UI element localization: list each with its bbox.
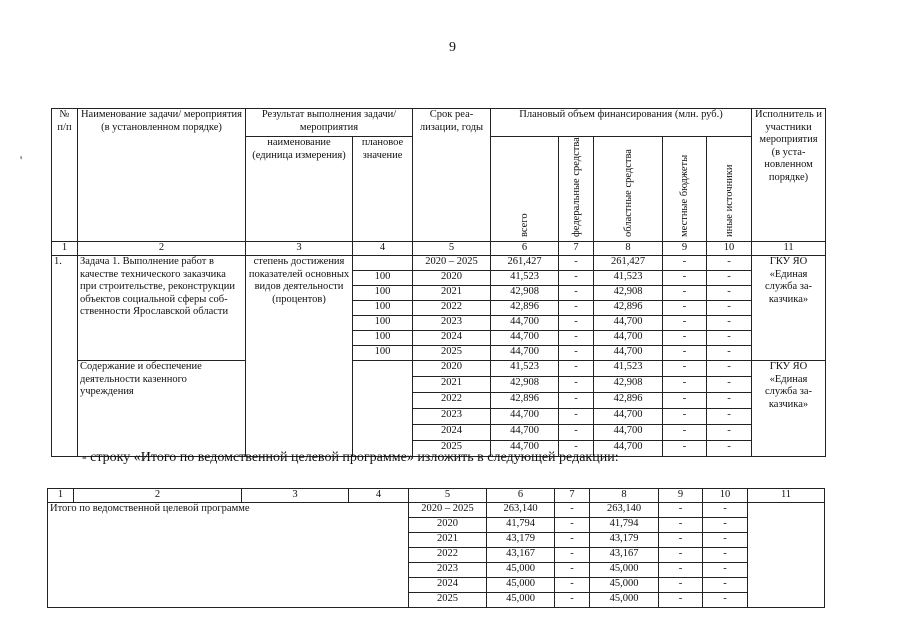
task-year: 2025 [413,346,491,361]
subtask-year: 2024 [413,425,491,441]
task-local: - [663,256,707,271]
totals-other: - [703,578,748,593]
totals-federal: - [555,593,590,608]
totals-local: - [659,578,703,593]
totals-total: 43,167 [487,548,555,563]
subtask-regional: 44,700 [594,409,663,425]
task-year: 2020 – 2025 [413,256,491,271]
col-number: 1 [52,242,78,256]
col-number: 7 [555,489,590,503]
totals-year: 2025 [409,593,487,608]
task-other: - [707,256,752,271]
task-plan: 100 [353,286,413,301]
col-number: 9 [659,489,703,503]
totals-year: 2021 [409,533,487,548]
subtask-federal: - [559,441,594,457]
col-number: 4 [349,489,409,503]
header-result: Результат выполнения задачи/ мероприятия [246,109,413,137]
totals-year: 2020 – 2025 [409,503,487,518]
totals-federal: - [555,533,590,548]
task-plan: 100 [353,316,413,331]
header-executors: Исполнитель и участники мероприятия (в установленном порядке) [752,109,826,242]
subtask-plan-empty [353,361,413,457]
task-year: 2024 [413,331,491,346]
task-year: 2022 [413,301,491,316]
col-number: 1 [48,489,74,503]
totals-other: - [703,533,748,548]
task-regional: 41,523 [594,271,663,286]
totals-table [47,488,825,608]
subtask-other: - [707,377,752,393]
subtask-year: 2025 [413,441,491,457]
task-other: - [707,316,752,331]
col-number: 11 [748,489,825,503]
header-finance: Плановый объем финансирования (млн. руб.) [491,109,752,137]
totals-total: 45,000 [487,593,555,608]
col-number: 6 [491,242,559,256]
task-plan [353,256,413,271]
header-fin-other: иные источники [707,137,752,242]
subtask-regional: 42,908 [594,377,663,393]
subtask-total: 41,523 [491,361,559,377]
header-num: № п/п [52,109,78,242]
totals-year: 2023 [409,563,487,578]
task-indicator: степень достижения показателей основных видов деятельности (процентов) [246,256,353,457]
totals-year: 2020 [409,518,487,533]
col-number: 6 [487,489,555,503]
col-number: 5 [409,489,487,503]
subtask-total: 44,700 [491,409,559,425]
task-other: - [707,301,752,316]
subtask-regional: 41,523 [594,361,663,377]
totals-federal: - [555,503,590,518]
task-local: - [663,301,707,316]
totals-total: 263,140 [487,503,555,518]
col-number: 9 [663,242,707,256]
totals-other: - [703,503,748,518]
subtask-total: 42,908 [491,377,559,393]
page-number: 9 [449,40,456,55]
header-result-name: наименование (единица измерения) [246,137,353,242]
totals-regional: 45,000 [590,593,659,608]
col-number: 8 [590,489,659,503]
task-plan: 100 [353,301,413,316]
task-plan: 100 [353,271,413,286]
totals-regional: 263,140 [590,503,659,518]
totals-federal: - [555,578,590,593]
header-term: Срок реализации, годы [413,109,491,242]
subtask-local: - [663,377,707,393]
subtask-local: - [663,361,707,377]
totals-year: 2024 [409,578,487,593]
task-local: - [663,286,707,301]
task-total: 44,700 [491,346,559,361]
col-number: 2 [74,489,242,503]
task-other: - [707,271,752,286]
totals-regional: 41,794 [590,518,659,533]
totals-total: 43,179 [487,533,555,548]
task-federal: - [559,256,594,271]
subtask-year: 2021 [413,377,491,393]
task-plan: 100 [353,346,413,361]
task-federal: - [559,286,594,301]
task-total: 44,700 [491,316,559,331]
col-number: 4 [353,242,413,256]
task-total: 42,908 [491,286,559,301]
totals-other: - [703,518,748,533]
totals-local: - [659,548,703,563]
subtask-local: - [663,425,707,441]
subtask-local: - [663,441,707,457]
task-executor: ГКУ ЯО «Единая служба заказчика» [752,256,826,361]
task-total: 44,700 [491,331,559,346]
totals-regional: 45,000 [590,578,659,593]
task-total: 41,523 [491,271,559,286]
header-fin-federal: федеральные средства [559,137,594,242]
subtask-other: - [707,409,752,425]
instruction-sentence: - строку «Итого по ведомственной целевой программе» изложить в следующей редакции: [82,450,619,465]
task-year: 2020 [413,271,491,286]
task-local: - [663,331,707,346]
task-federal: - [559,316,594,331]
header-fin-total: всего [491,137,559,242]
header-fin-local: местные бюджеты [663,137,707,242]
subtask-total: 44,700 [491,425,559,441]
totals-other: - [703,548,748,563]
task-plan: 100 [353,331,413,346]
totals-total: 41,794 [487,518,555,533]
task-total: 42,896 [491,301,559,316]
totals-regional: 43,179 [590,533,659,548]
subtask-regional: 44,700 [594,441,663,457]
subtask-local: - [663,409,707,425]
stray-mark: ' [20,153,23,167]
subtask-federal: - [559,377,594,393]
task-federal: - [559,331,594,346]
subtask-local: - [663,393,707,409]
col-number: 3 [246,242,353,256]
task-local: - [663,271,707,286]
subtask-year: 2020 [413,361,491,377]
totals-local: - [659,593,703,608]
subtask-total: 42,896 [491,393,559,409]
task-regional: 44,700 [594,346,663,361]
subtask-total: 44,700 [491,441,559,457]
task-year: 2023 [413,316,491,331]
task-regional: 42,896 [594,301,663,316]
subtask-other: - [707,441,752,457]
col-number: 10 [707,242,752,256]
totals-other: - [703,563,748,578]
subtask-federal: - [559,409,594,425]
task-regional: 42,908 [594,286,663,301]
subtask-federal: - [559,425,594,441]
col-number: 5 [413,242,491,256]
subtask-name: Содержание и обеспечение деятельности казенного учреждения [78,361,246,457]
task-total: 261,427 [491,256,559,271]
subtask-year: 2023 [413,409,491,425]
col-number: 7 [559,242,594,256]
subtask-other: - [707,361,752,377]
totals-total: 45,000 [487,578,555,593]
header-fin-regional: областные средства [594,137,663,242]
task-local: - [663,316,707,331]
subtask-regional: 42,896 [594,393,663,409]
col-number: 11 [752,242,826,256]
col-number: 8 [594,242,663,256]
subtask-executor: ГКУ ЯО «Единая служба заказчика» [752,361,826,457]
totals-regional: 43,167 [590,548,659,563]
financing-table [51,108,826,457]
subtask-other: - [707,393,752,409]
totals-federal: - [555,518,590,533]
totals-local: - [659,518,703,533]
task-regional: 261,427 [594,256,663,271]
header-result-plan: плановое значение [353,137,413,242]
col-number: 2 [78,242,246,256]
task-other: - [707,286,752,301]
totals-regional: 45,000 [590,563,659,578]
subtask-year: 2022 [413,393,491,409]
totals-label: Итого по ведомственной целевой программе [48,503,409,608]
task-num: 1. [52,256,78,457]
task-regional: 44,700 [594,331,663,346]
task-name: Задача 1. Выполнение работ в качестве технического заказчика при строительстве, реконструкции объектов социальной сферы собственности Ярославской области [78,256,246,361]
totals-local: - [659,563,703,578]
totals-other: - [703,593,748,608]
subtask-regional: 44,700 [594,425,663,441]
subtask-federal: - [559,361,594,377]
task-federal: - [559,271,594,286]
task-other: - [707,346,752,361]
totals-federal: - [555,548,590,563]
totals-local: - [659,503,703,518]
subtask-other: - [707,425,752,441]
totals-executor-empty [748,503,825,608]
task-other: - [707,331,752,346]
totals-total: 45,000 [487,563,555,578]
col-number: 10 [703,489,748,503]
col-number: 3 [242,489,349,503]
totals-local: - [659,533,703,548]
totals-year: 2022 [409,548,487,563]
task-year: 2021 [413,286,491,301]
totals-federal: - [555,563,590,578]
task-local: - [663,346,707,361]
task-regional: 44,700 [594,316,663,331]
task-federal: - [559,346,594,361]
header-name: Наименование задачи/ мероприятия (в установленном порядке) [78,109,246,242]
subtask-federal: - [559,393,594,409]
task-federal: - [559,301,594,316]
